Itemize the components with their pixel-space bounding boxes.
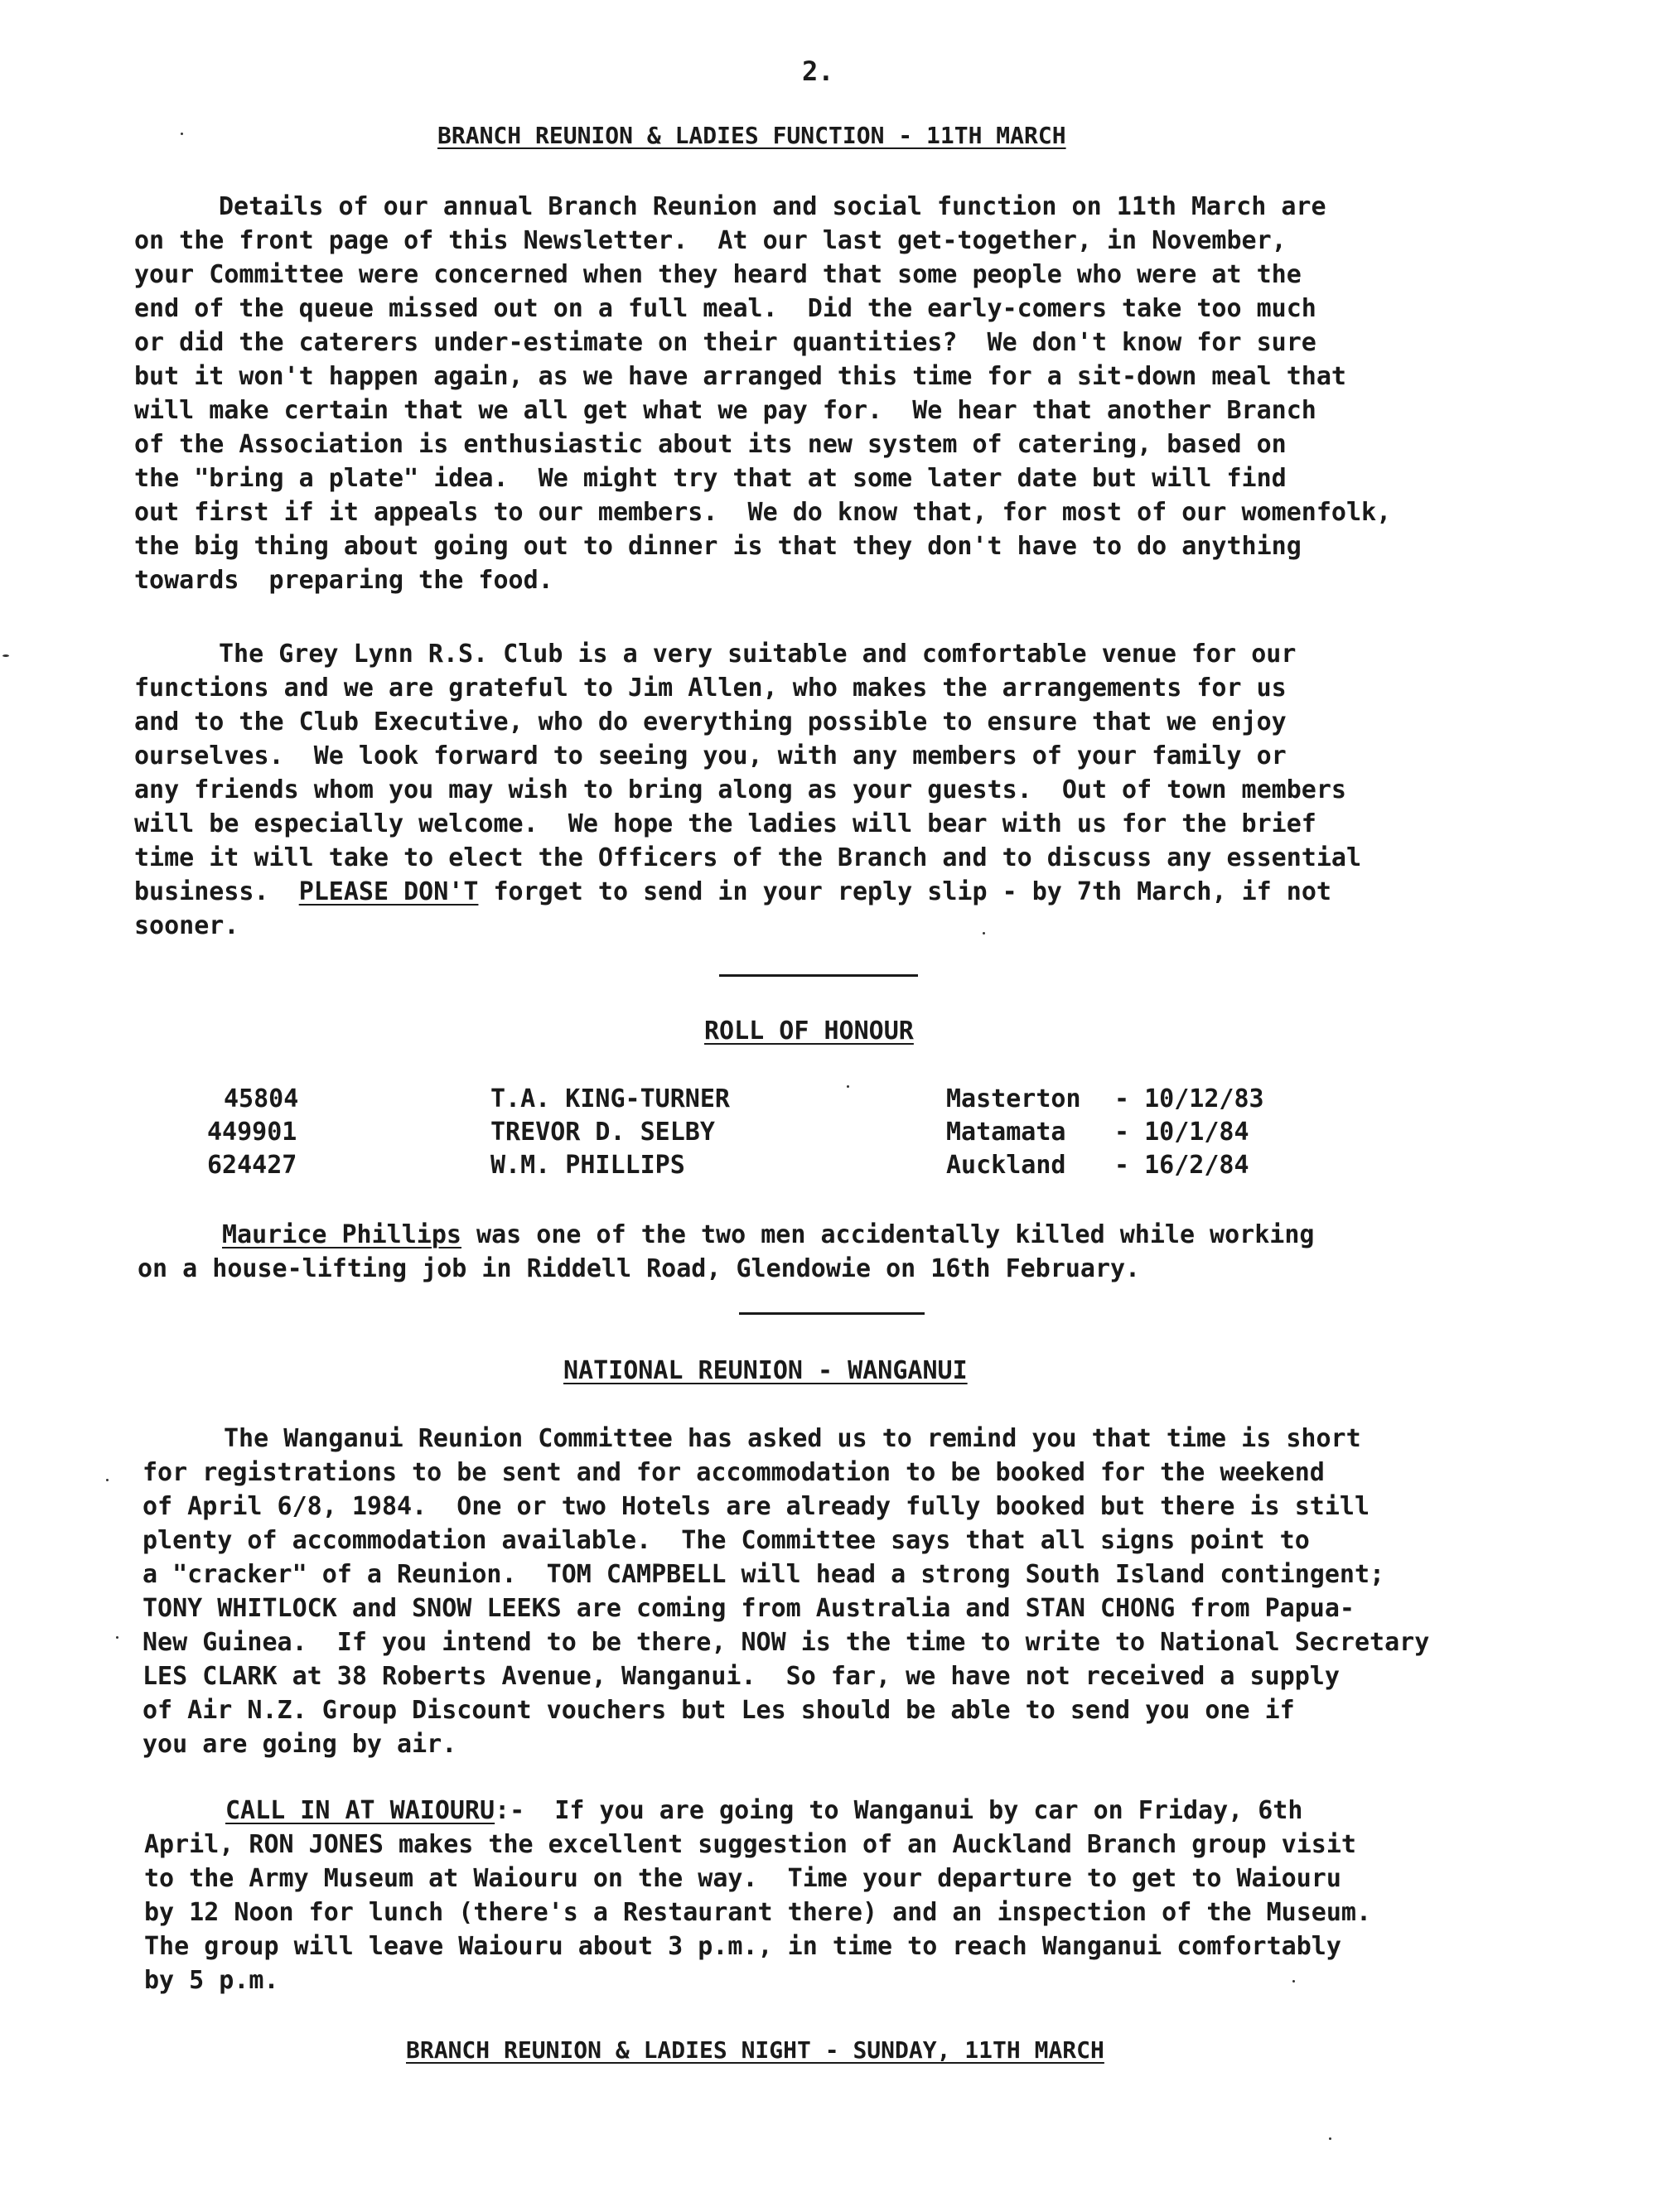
text-line <box>222 1220 1315 1249</box>
text-line: any friends whom you may wish to bring along as your guests. Out of town members <box>134 775 1346 804</box>
section-divider <box>719 974 918 977</box>
scan-speck <box>116 1636 118 1639</box>
member-name: TREVOR D. SELBY <box>490 1118 715 1147</box>
text-line: by 12 Noon for lunch (there's a Restaurant there) and an inspection of the Museum. <box>144 1898 1372 1927</box>
text-line: time it will take to elect the Officers of the Branch and to discuss any essential <box>134 843 1362 872</box>
text-line: towards preparing the food. <box>134 566 553 595</box>
text-line: end of the queue missed out on a full meal. Did the early-comers take too much <box>134 294 1316 323</box>
member-name: T.A. KING-TURNER <box>490 1084 730 1113</box>
text-line: of April 6/8, 1984. One or two Hotels are already fully booked but there is still <box>143 1492 1370 1521</box>
text-line: functions and we are grateful to Jim Allen, who makes the arrangements for us <box>134 674 1287 703</box>
text-line: your Committee were concerned when they heard that some people who were at the <box>134 260 1302 289</box>
scan-speck <box>983 932 985 935</box>
text-line: ourselves. We look forward to seeing you, with any members of your family or <box>134 741 1287 770</box>
text-line: New Guinea. If you intend to be there, NOW is the time to write to National Secretary <box>143 1628 1430 1657</box>
member-place: Matamata <box>946 1118 1066 1147</box>
text-line: Details of our annual Branch Reunion and social function on 11th March are <box>219 192 1326 221</box>
national-reunion-heading: NATIONAL REUNION - WANGANUI <box>563 1356 968 1385</box>
text-line <box>134 877 1331 906</box>
service-number: 624427 <box>207 1151 297 1180</box>
footer-heading: BRANCH REUNION & LADIES NIGHT - SUNDAY, 11TH MARCH <box>406 2036 1104 2064</box>
section-divider <box>739 1312 925 1315</box>
maurice-phillips-name: Maurice Phillips <box>222 1220 461 1249</box>
scan-speck <box>106 1479 109 1481</box>
emphasis-please-dont: PLEASE DON'T <box>298 877 479 906</box>
text-line: or did the caterers under-estimate on their quantities? We don't know for sure <box>134 328 1316 357</box>
text-line: out first if it appeals to our members. We do know that, for most of our womenfolk, <box>134 498 1392 527</box>
text-line: LES CLARK at 38 Roberts Avenue, Wanganui. So far, we have not received a supply <box>143 1662 1340 1691</box>
text-segment: :- If you are going to Wanganui by car on Friday, 6th <box>495 1796 1303 1825</box>
member-date: - 16/2/84 <box>1114 1151 1249 1180</box>
text-line: the "bring a plate" idea. We might try that at some later date but will find <box>134 464 1287 493</box>
text-line: The group will leave Waiouru about 3 p.m., in time to reach Wanganui comfortably <box>144 1932 1341 1961</box>
text-segment: was one of the two men accidentally killed while working <box>461 1220 1315 1249</box>
member-place: Masterton <box>946 1084 1081 1113</box>
text-line: will be especially welcome. We hope the ladies will bear with us for the brief <box>134 809 1316 838</box>
text-line: will make certain that we all get what we pay for. We hear that another Branch <box>134 396 1316 425</box>
text-line: for registrations to be sent and for accommodation to be booked for the weekend <box>143 1458 1325 1487</box>
text-line: to the Army Museum at Waiouru on the way. Time your departure to get to Waiouru <box>144 1864 1341 1893</box>
member-date: - 10/1/84 <box>1114 1118 1249 1147</box>
text-segment: forget to send in your reply slip - by 7th March, if not <box>478 877 1331 906</box>
text-line: April, RON JONES makes the excellent suggestion of an Auckland Branch group visit <box>144 1830 1356 1859</box>
text-segment: business. <box>134 877 299 906</box>
text-line: of Air N.Z. Group Discount vouchers but Les should be able to send you one if <box>143 1696 1295 1725</box>
scan-speck <box>847 1085 849 1088</box>
scan-speck <box>1329 2137 1331 2140</box>
member-date: - 10/12/83 <box>1114 1084 1264 1113</box>
text-line: The Grey Lynn R.S. Club is a very suitable and comfortable venue for our <box>219 640 1297 669</box>
page-number: 2. <box>802 56 834 87</box>
text-line: but it won't happen again, as we have arranged this time for a sit-down meal that <box>134 362 1346 391</box>
scan-speck <box>181 133 183 135</box>
text-line: plenty of accommodation available. The Committee says that all signs point to <box>143 1526 1310 1555</box>
text-line: by 5 p.m. <box>144 1966 279 1995</box>
text-line: sooner. <box>134 911 239 940</box>
roll-of-honour-heading: ROLL OF HONOUR <box>704 1017 914 1046</box>
text-line: the big thing about going out to dinner is that they don't have to do anything <box>134 532 1302 561</box>
service-number: 45804 <box>224 1084 299 1113</box>
text-line: The Wanganui Reunion Committee has asked us to remind you that time is short <box>224 1424 1361 1453</box>
text-line: on the front page of this Newsletter. At our last get-together, in November, <box>134 226 1287 255</box>
text-line: of the Association is enthusiastic about its new system of catering, based on <box>134 430 1287 459</box>
text-line: and to the Club Executive, who do everything possible to ensure that we enjoy <box>134 708 1287 737</box>
text-line: on a house-lifting job in Riddell Road, Glendowie on 16th February. <box>138 1254 1141 1283</box>
waiouru-label: CALL IN AT WAIOURU <box>225 1796 495 1825</box>
scan-speck <box>1292 1980 1295 1983</box>
service-number: 449901 <box>207 1118 297 1147</box>
section-heading-branch-reunion: BRANCH REUNION & LADIES FUNCTION - 11TH MARCH <box>437 122 1066 149</box>
member-place: Auckland <box>946 1151 1066 1180</box>
member-name: W.M. PHILLIPS <box>490 1151 685 1180</box>
text-line: a "cracker" of a Reunion. TOM CAMPBELL will head a strong South Island contingent; <box>143 1560 1385 1589</box>
text-line <box>225 1796 1303 1825</box>
scan-speck <box>2 654 9 657</box>
text-line: you are going by air. <box>143 1730 457 1759</box>
text-line: TONY WHITLOCK and SNOW LEEKS are coming from Australia and STAN CHONG from Papua- <box>143 1594 1355 1623</box>
